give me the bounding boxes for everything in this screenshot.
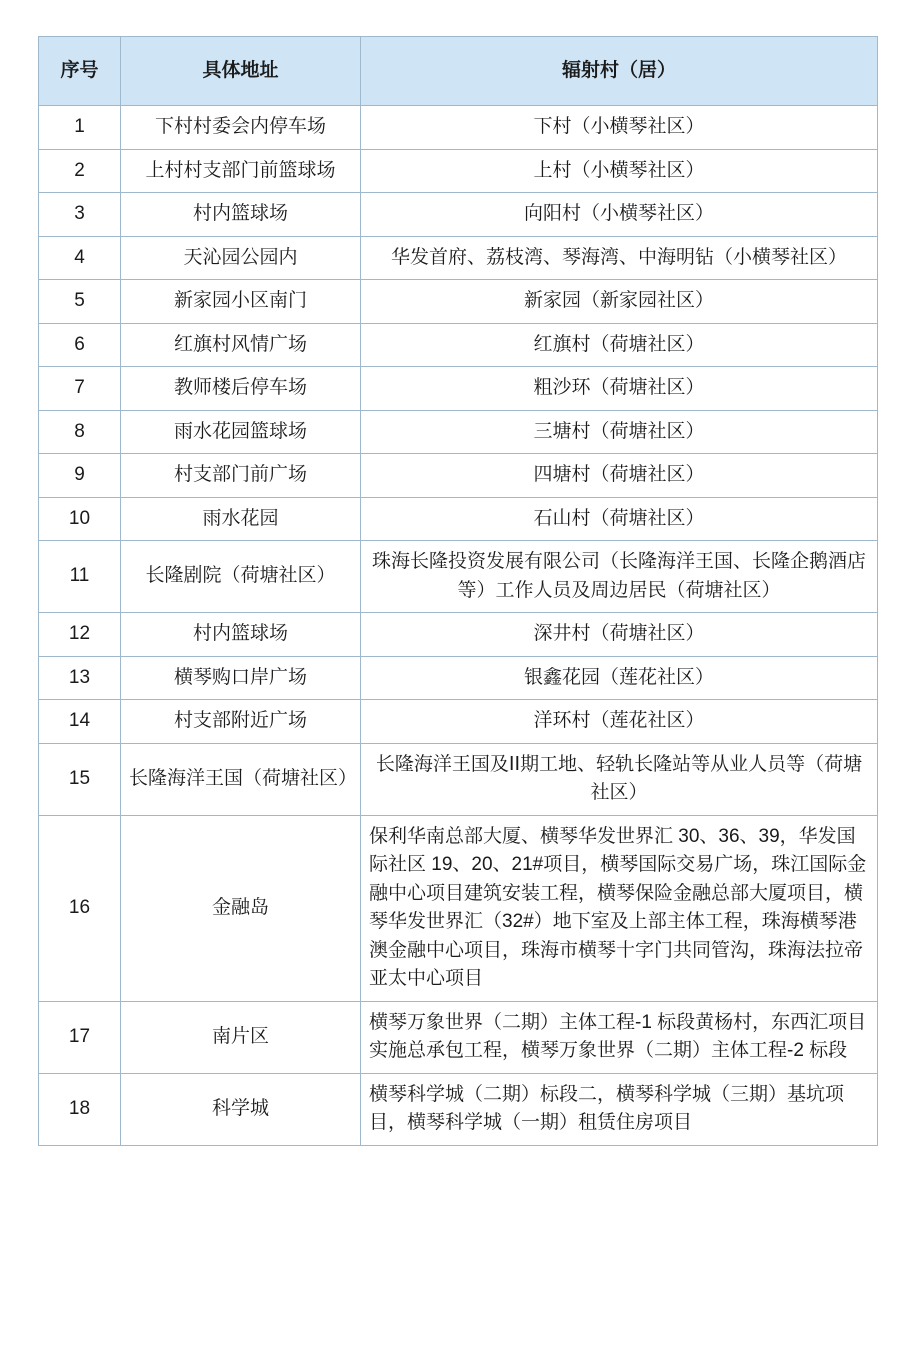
- cell-village: 洋环村（莲花社区）: [361, 700, 878, 744]
- table-header: [39, 37, 878, 106]
- locations-table: [38, 36, 878, 1146]
- cell-address: 村支部门前广场: [121, 454, 361, 498]
- cell-address: 雨水花园: [121, 497, 361, 541]
- cell-index: 3: [39, 193, 121, 237]
- table-row: [39, 700, 878, 744]
- cell-address: 南片区: [121, 1001, 361, 1073]
- column-header-address: 具体地址: [121, 37, 361, 106]
- cell-village: 下村（小横琴社区）: [361, 106, 878, 150]
- cell-index: 10: [39, 497, 121, 541]
- cell-address: 横琴购口岸广场: [121, 656, 361, 700]
- cell-address: 村内篮球场: [121, 613, 361, 657]
- cell-address: 金融岛: [121, 815, 361, 1001]
- cell-village: 横琴万象世界（二期）主体工程-1 标段黄杨村，东西汇项目实施总承包工程，横琴万象世界（二期）主体工程-2 标段: [361, 1001, 878, 1073]
- cell-village: 粗沙环（荷塘社区）: [361, 367, 878, 411]
- cell-village: 横琴科学城（二期）标段二，横琴科学城（三期）基坑项目，横琴科学城（一期）租赁住房项目: [361, 1073, 878, 1145]
- cell-index: 8: [39, 410, 121, 454]
- table-row: [39, 106, 878, 150]
- cell-index: 14: [39, 700, 121, 744]
- cell-village: 四塘村（荷塘社区）: [361, 454, 878, 498]
- table-row: [39, 193, 878, 237]
- cell-address: 下村村委会内停车场: [121, 106, 361, 150]
- cell-index: 11: [39, 541, 121, 613]
- table-body: [39, 106, 878, 1146]
- cell-index: 2: [39, 149, 121, 193]
- cell-address: 红旗村风情广场: [121, 323, 361, 367]
- cell-address: 科学城: [121, 1073, 361, 1145]
- cell-index: 12: [39, 613, 121, 657]
- table-row: [39, 410, 878, 454]
- table-row: [39, 1073, 878, 1145]
- cell-village: 长隆海洋王国及ⅠⅠ期工地、轻轨长隆站等从业人员等（荷塘社区）: [361, 743, 878, 815]
- table-row: [39, 280, 878, 324]
- cell-village: 珠海长隆投资发展有限公司（长隆海洋王国、长隆企鹅酒店等）工作人员及周边居民（荷塘社区）: [361, 541, 878, 613]
- table-row: [39, 149, 878, 193]
- cell-index: 4: [39, 236, 121, 280]
- cell-address: 长隆剧院（荷塘社区）: [121, 541, 361, 613]
- table-row: [39, 743, 878, 815]
- column-header-index: 序号: [39, 37, 121, 106]
- cell-village: 华发首府、荔枝湾、琴海湾、中海明钻（小横琴社区）: [361, 236, 878, 280]
- cell-index: 18: [39, 1073, 121, 1145]
- cell-index: 1: [39, 106, 121, 150]
- cell-index: 5: [39, 280, 121, 324]
- table-row: [39, 323, 878, 367]
- table-row: [39, 454, 878, 498]
- table-row: [39, 367, 878, 411]
- cell-address: 新家园小区南门: [121, 280, 361, 324]
- table-row: [39, 613, 878, 657]
- cell-index: 17: [39, 1001, 121, 1073]
- table-row: [39, 815, 878, 1001]
- cell-index: 13: [39, 656, 121, 700]
- table-header-row: [39, 37, 878, 106]
- table-row: [39, 541, 878, 613]
- table-row: [39, 656, 878, 700]
- cell-address: 村内篮球场: [121, 193, 361, 237]
- cell-index: 15: [39, 743, 121, 815]
- cell-village: 深井村（荷塘社区）: [361, 613, 878, 657]
- cell-address: 雨水花园篮球场: [121, 410, 361, 454]
- cell-village: 红旗村（荷塘社区）: [361, 323, 878, 367]
- cell-address: 村支部附近广场: [121, 700, 361, 744]
- cell-village: 保利华南总部大厦、横琴华发世界汇 30、36、39，华发国际社区 19、20、21#项目，横琴国际交易广场，珠江国际金融中心项目建筑安装工程，横琴保险金融总部大厦项目，横琴华发世界汇（32#）地下室及上部主体工程，珠海横琴港澳金融中心项目，珠海市横琴十字门共同管沟，珠海法拉帝亚太中心项目: [361, 815, 878, 1001]
- cell-index: 6: [39, 323, 121, 367]
- table-row: [39, 1001, 878, 1073]
- table-row: [39, 236, 878, 280]
- cell-village: 上村（小横琴社区）: [361, 149, 878, 193]
- cell-index: 9: [39, 454, 121, 498]
- cell-village: 三塘村（荷塘社区）: [361, 410, 878, 454]
- table-row: [39, 497, 878, 541]
- cell-index: 7: [39, 367, 121, 411]
- cell-address: 天沁园公园内: [121, 236, 361, 280]
- cell-village: 石山村（荷塘社区）: [361, 497, 878, 541]
- cell-address: 教师楼后停车场: [121, 367, 361, 411]
- cell-village: 新家园（新家园社区）: [361, 280, 878, 324]
- cell-village: 向阳村（小横琴社区）: [361, 193, 878, 237]
- column-header-village: 辐射村（居）: [361, 37, 878, 106]
- cell-index: 16: [39, 815, 121, 1001]
- cell-address: 长隆海洋王国（荷塘社区）: [121, 743, 361, 815]
- cell-address: 上村村支部门前篮球场: [121, 149, 361, 193]
- cell-village: 银鑫花园（莲花社区）: [361, 656, 878, 700]
